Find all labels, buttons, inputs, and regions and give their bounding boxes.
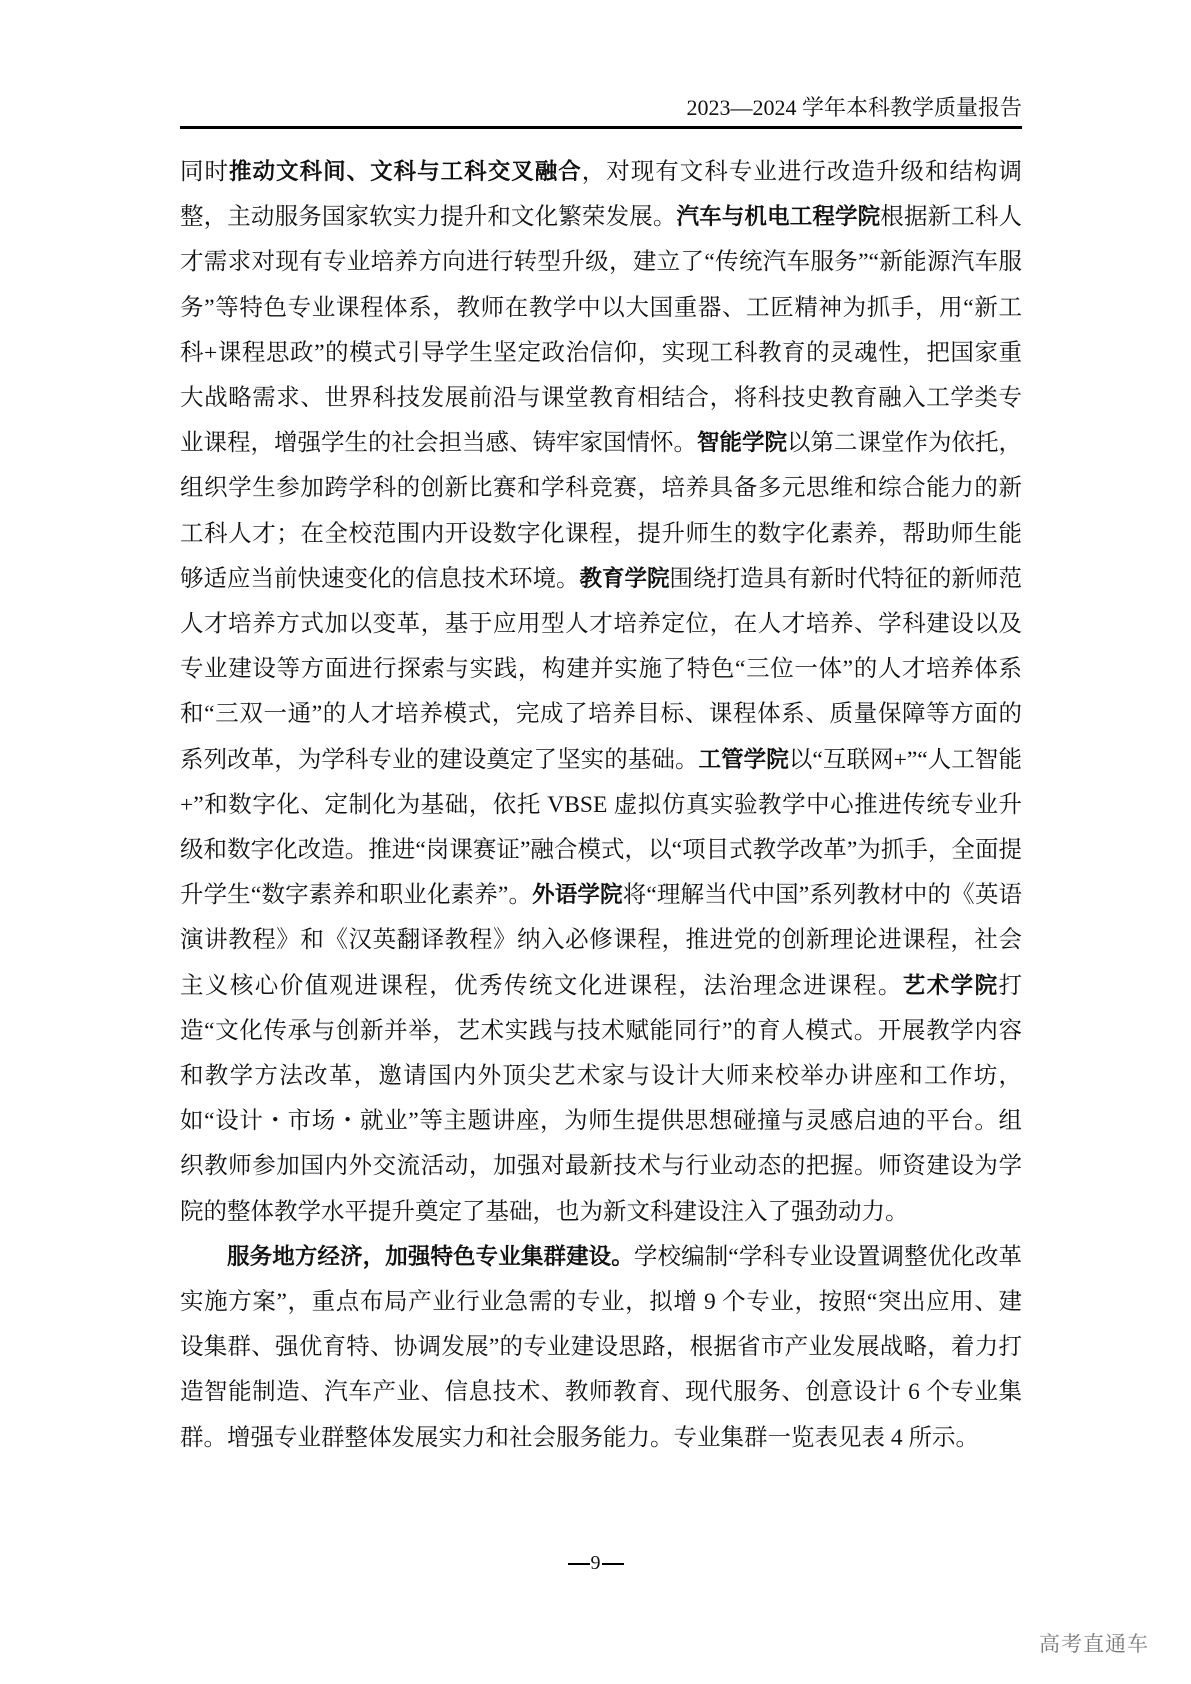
text-run: 学校编制“学科专业设置调整优化改革实施方案”，重点布局产业行业急需的专业，拟增 9 个专业，按照“突出应用、建设集群、强优育特、协调发展”的专业建设思路，根据省市产业发展战略，着力打造智能制造、汽车产业、信息技术、教师教育、现代服务、创意设计 6 个专业集群。增强专业群整体发展实力和社会服务能力。专业集群一览表见表 4 所示。 — [180, 1243, 1022, 1451]
text-run: 同时 — [180, 159, 230, 185]
page-number — [0, 1552, 1191, 1575]
dash-right — [602, 1563, 624, 1565]
bold-phrase-interdisciplinary: 推动文科间、文科与工科交叉融合 — [229, 159, 582, 185]
bold-college-foreign-languages: 外语学院 — [532, 882, 623, 909]
text-run: 打造“文化传承与创新并举，艺术实践与技术赋能同行”的育人模式。开展教学内容和教学方法改革，邀请国内外顶尖艺术家与设计大师来校举办讲座和工作坊，如“设计・市场・就业”等主题讲座，为师生提供思想碰撞与灵感启迪的平台。组织教师参加国内外交流活动，加强对最新技术与行业动态的把握。师资建设为学院的整体教学水平提升奠定了基础，也为新文科建设注入了强劲动力。 — [180, 972, 1022, 1225]
paragraph-specialty-clusters — [180, 1235, 1022, 1461]
watermark: 高考直通车 — [1039, 1632, 1149, 1656]
bold-college-education: 教育学院 — [579, 565, 670, 592]
bold-college-intelligence: 智能学院 — [697, 430, 788, 457]
text-run: 将“理解当代中国”系列教材中的《英语演讲教程》和《汉英翻译教程》纳入必修课程，推进党的创新理论进课程，社会主义核心价值观进课程，优秀传统文化进课程，法治理念进课程。 — [180, 882, 1022, 999]
page-number-value: 9 — [590, 1552, 601, 1574]
report-title: 2023—2024 学年本科教学质量报告 — [686, 95, 1022, 120]
text-run: 以第二课堂作为依托，组织学生参加跨学科的创新比赛和学科竞赛，培养具备多元思维和综合能力的新工科人才；在全校范围内开设数字化课程，提升师生的数字化素养，帮助师生能够适应当前快速变化的信息技术环境。 — [180, 430, 1023, 592]
body-text — [180, 150, 1022, 1461]
text-run: 根据新工科人才需求对现有专业培养方向进行转型升级，建立了“传统汽车服务”“新能源汽车服务”等特色专业课程体系，教师在教学中以大国重器、工匠精神为抓手，用“新工科+课程思政”的模式引导学生坚定政治信仰，实现工科教育的灵魂性，把国家重大战略需求、世界科技发展前沿与课堂教育相结合，将科技史教育融入工学类专业课程，增强学生的社会担当感、铸牢家国情怀。 — [180, 204, 1023, 457]
bold-heading-local-economy: 服务地方经济，加强特色专业集群建设。 — [227, 1243, 634, 1270]
running-header — [180, 94, 1022, 122]
dash-left — [568, 1563, 590, 1565]
header-rule — [180, 126, 1022, 129]
bold-college-management: 工管学院 — [698, 746, 789, 773]
text-run: ，对现有文科专业进行改造升级和结构调整，主动服务国家软实力提升和文化繁荣发展。 — [180, 159, 1022, 231]
paragraph-college-reforms — [180, 150, 1022, 1235]
text-run: 以“互联网+”“人工智能+”和数字化、定制化为基础，依托 VBSE 虚拟仿真实验教学中心推进传统专业升级和数字化改造。推进“岗课赛证”融合模式，以“项目式教学改革”为抓手，全面提升学生“数字素养和职业化素养”。 — [180, 746, 1022, 909]
bold-college-automotive: 汽车与机电工程学院 — [676, 204, 881, 231]
text-run: 围绕打造具有新时代特征的新师范人才培养方式加以变革，基于应用型人才培养定位，在人才培养、学科建设以及专业建设等方面进行探索与实践，构建并实施了特色“三位一体”的人才培养体系和“三双一通”的人才培养模式，完成了培养目标、课程体系、质量保障等方面的系列改革，为学科专业的建设奠定了坚实的基础。 — [180, 565, 1023, 773]
bold-college-arts: 艺术学院 — [902, 972, 999, 999]
